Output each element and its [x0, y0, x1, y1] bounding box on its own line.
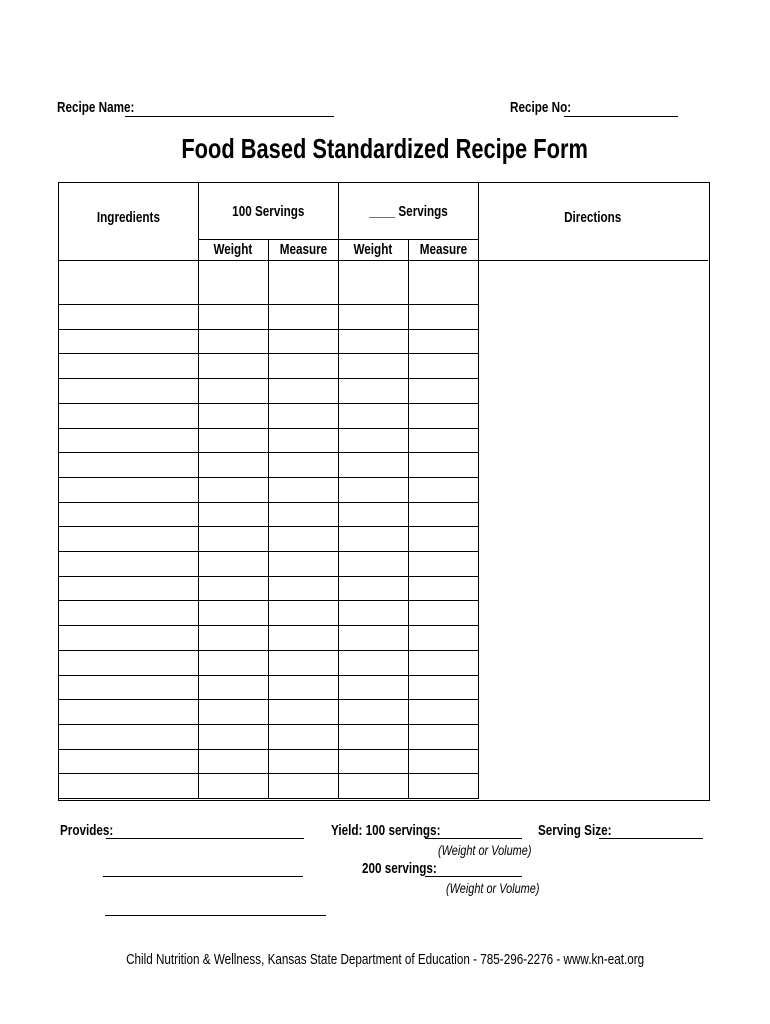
ingredient-cell[interactable]: [59, 403, 198, 428]
measure-100-cell[interactable]: [268, 749, 338, 774]
ingredient-cell[interactable]: [59, 260, 198, 304]
measure-custom-cell[interactable]: [408, 502, 478, 527]
measure-100-cell[interactable]: [268, 502, 338, 527]
measure-custom-cell[interactable]: [408, 329, 478, 354]
weight-custom-cell[interactable]: [338, 428, 408, 453]
measure-custom-cell[interactable]: [408, 773, 478, 798]
weight-100-cell[interactable]: [198, 650, 268, 675]
measure-custom-cell[interactable]: [408, 551, 478, 576]
weight-custom-cell[interactable]: [338, 600, 408, 625]
measure-custom-cell[interactable]: [408, 477, 478, 502]
weight-custom-cell[interactable]: [338, 477, 408, 502]
directions-header: Directions: [564, 209, 622, 226]
measure-custom-cell[interactable]: [408, 798, 478, 823]
measure-100-cell[interactable]: [268, 724, 338, 749]
recipe-no-label: Recipe No:: [510, 99, 572, 116]
weight-100-cell[interactable]: [198, 477, 268, 502]
ingredient-cell[interactable]: [59, 650, 198, 675]
ingredient-cell[interactable]: [59, 353, 198, 378]
custom-servings-count-field[interactable]: [370, 216, 398, 220]
weight-100-cell[interactable]: [198, 526, 268, 551]
measure-100-cell[interactable]: [268, 329, 338, 354]
ingredient-cell[interactable]: [59, 724, 198, 749]
weight-custom-cell[interactable]: [338, 675, 408, 700]
weight-header-100: Weight: [213, 241, 253, 258]
ingredient-cell[interactable]: [59, 329, 198, 354]
weight-100-cell[interactable]: [198, 576, 268, 601]
ingredient-cell[interactable]: [59, 378, 198, 403]
weight-or-volume-note-1: (Weight or Volume): [438, 842, 532, 858]
measure-100-cell[interactable]: [268, 477, 338, 502]
weight-custom-cell[interactable]: [338, 724, 408, 749]
measure-100-cell[interactable]: [268, 600, 338, 625]
weight-custom-cell[interactable]: [338, 502, 408, 527]
weight-100-cell[interactable]: [198, 749, 268, 774]
weight-100-cell[interactable]: [198, 724, 268, 749]
serving-size-field[interactable]: [599, 838, 703, 839]
measure-100-cell[interactable]: [268, 403, 338, 428]
footer-text: Child Nutrition & Wellness, Kansas State Department of Education - 785-296-2276 - www.kn-eat.org: [125, 951, 645, 968]
measure-100-cell[interactable]: [268, 798, 338, 823]
measure-100-cell[interactable]: [268, 551, 338, 576]
ingredient-cell[interactable]: [59, 526, 198, 551]
weight-custom-cell[interactable]: [338, 353, 408, 378]
weight-custom-cell[interactable]: [338, 403, 408, 428]
directions-field[interactable]: [479, 261, 708, 799]
measure-custom-cell[interactable]: [408, 353, 478, 378]
weight-custom-cell[interactable]: [338, 551, 408, 576]
ingredient-cell[interactable]: [59, 625, 198, 650]
ingredient-cell[interactable]: [59, 600, 198, 625]
measure-custom-cell[interactable]: [408, 526, 478, 551]
recipe-name-label: Recipe Name:: [57, 99, 135, 116]
recipe-table: [58, 182, 710, 801]
yield-100-field[interactable]: [425, 838, 522, 839]
serving-size-label: Serving Size:: [538, 822, 612, 839]
ingredient-cell[interactable]: [59, 304, 198, 329]
measure-100-cell[interactable]: [268, 576, 338, 601]
ingredient-cell[interactable]: [59, 477, 198, 502]
measure-header-custom: Measure: [419, 241, 467, 258]
measure-custom-cell[interactable]: [408, 304, 478, 329]
provides-field-1[interactable]: [106, 838, 304, 839]
measure-custom-cell[interactable]: [408, 625, 478, 650]
recipe-no-field[interactable]: [564, 116, 678, 117]
measure-custom-cell[interactable]: [408, 260, 478, 304]
yield-100-label: Yield: 100 servings:: [331, 822, 441, 839]
measure-100-cell[interactable]: [268, 625, 338, 650]
weight-100-cell[interactable]: [198, 551, 268, 576]
weight-custom-cell[interactable]: [338, 699, 408, 724]
measure-custom-cell[interactable]: [408, 699, 478, 724]
measure-100-cell[interactable]: [268, 353, 338, 378]
weight-100-cell[interactable]: [198, 260, 268, 304]
measure-100-cell[interactable]: [268, 650, 338, 675]
weight-custom-cell[interactable]: [338, 260, 408, 304]
weight-custom-cell[interactable]: [338, 749, 408, 774]
weight-custom-cell[interactable]: [338, 650, 408, 675]
measure-100-cell[interactable]: [268, 260, 338, 304]
provides-field-2[interactable]: [103, 876, 303, 877]
weight-100-cell[interactable]: [198, 329, 268, 354]
recipe-name-field[interactable]: [125, 116, 334, 117]
provides-field-3[interactable]: [105, 915, 326, 916]
yield-200-field[interactable]: [425, 876, 522, 877]
weight-100-cell[interactable]: [198, 378, 268, 403]
ingredient-cell[interactable]: [59, 502, 198, 527]
weight-custom-cell[interactable]: [338, 798, 408, 823]
weight-100-cell[interactable]: [198, 304, 268, 329]
measure-100-cell[interactable]: [268, 378, 338, 403]
ingredient-cell[interactable]: [59, 699, 198, 724]
measure-custom-cell[interactable]: [408, 724, 478, 749]
weight-or-volume-note-2: (Weight or Volume): [446, 880, 540, 896]
weight-custom-cell[interactable]: [338, 625, 408, 650]
servings-custom-header: ____ Servings: [368, 203, 448, 220]
page-title: Food Based Standardized Recipe Form: [181, 133, 589, 164]
ingredient-cell[interactable]: [59, 749, 198, 774]
weight-custom-cell[interactable]: [338, 304, 408, 329]
measure-100-cell[interactable]: [268, 773, 338, 798]
weight-100-cell[interactable]: [198, 600, 268, 625]
weight-custom-cell[interactable]: [338, 526, 408, 551]
measure-100-cell[interactable]: [268, 428, 338, 453]
measure-custom-cell[interactable]: [408, 576, 478, 601]
measure-custom-cell[interactable]: [408, 378, 478, 403]
weight-100-cell[interactable]: [198, 452, 268, 477]
weight-100-cell[interactable]: [198, 403, 268, 428]
ingredient-cell[interactable]: [59, 798, 198, 823]
measure-100-cell[interactable]: [268, 304, 338, 329]
ingredient-cell[interactable]: [59, 576, 198, 601]
weight-100-cell[interactable]: [198, 428, 268, 453]
measure-100-cell[interactable]: [268, 526, 338, 551]
ingredient-cell[interactable]: [59, 452, 198, 477]
weight-100-cell[interactable]: [198, 675, 268, 700]
ingredient-cell[interactable]: [59, 428, 198, 453]
measure-custom-cell[interactable]: [408, 600, 478, 625]
weight-custom-cell[interactable]: [338, 576, 408, 601]
weight-100-cell[interactable]: [198, 353, 268, 378]
weight-custom-cell[interactable]: [338, 378, 408, 403]
weight-custom-cell[interactable]: [338, 773, 408, 798]
weight-custom-cell[interactable]: [338, 452, 408, 477]
measure-custom-cell[interactable]: [408, 650, 478, 675]
weight-100-cell[interactable]: [198, 798, 268, 823]
weight-100-cell[interactable]: [198, 502, 268, 527]
ingredients-header: Ingredients: [96, 209, 161, 226]
weight-100-cell[interactable]: [198, 625, 268, 650]
ingredient-cell[interactable]: [59, 551, 198, 576]
weight-100-cell[interactable]: [198, 773, 268, 798]
measure-custom-cell[interactable]: [408, 452, 478, 477]
weight-100-cell[interactable]: [198, 699, 268, 724]
ingredient-cell[interactable]: [59, 675, 198, 700]
measure-100-cell[interactable]: [268, 452, 338, 477]
measure-custom-cell[interactable]: [408, 749, 478, 774]
measure-100-cell[interactable]: [268, 699, 338, 724]
measure-header-100: Measure: [279, 241, 327, 258]
weight-header-custom: Weight: [353, 241, 393, 258]
ingredient-cell[interactable]: [59, 773, 198, 798]
provides-label: Provides:: [60, 822, 114, 839]
measure-custom-cell[interactable]: [408, 428, 478, 453]
servings-100-header: 100 Servings: [231, 203, 305, 220]
yield-200-label: 200 servings:: [362, 860, 437, 877]
measure-custom-cell[interactable]: [408, 403, 478, 428]
measure-custom-cell[interactable]: [408, 675, 478, 700]
weight-custom-cell[interactable]: [338, 329, 408, 354]
measure-100-cell[interactable]: [268, 675, 338, 700]
